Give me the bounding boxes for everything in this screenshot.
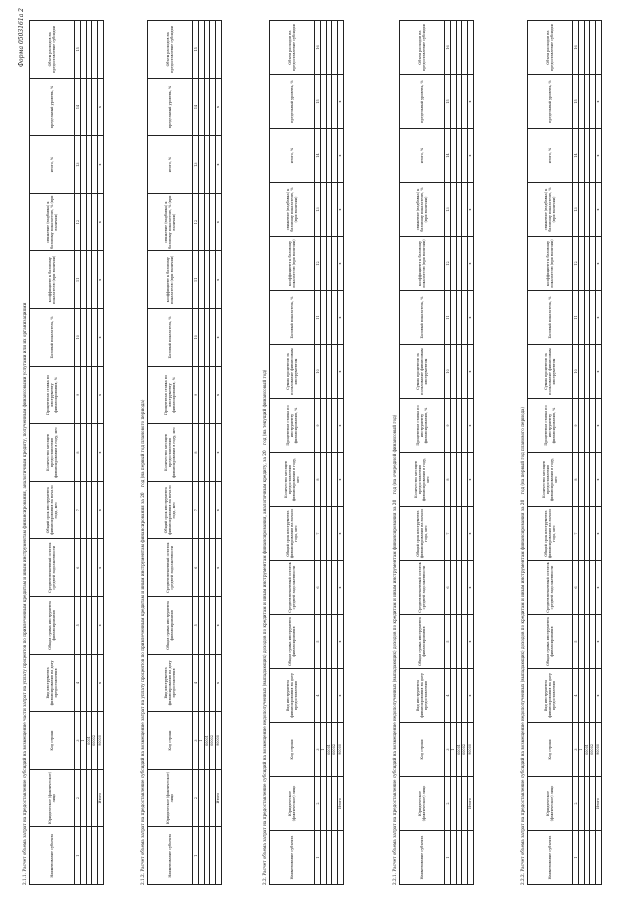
header-row bbox=[528, 21, 573, 885]
column-number: 1 bbox=[75, 827, 81, 885]
total-cell bbox=[97, 827, 103, 885]
total-cell bbox=[215, 21, 221, 79]
total-cell: х bbox=[595, 345, 601, 399]
column-number: 14 bbox=[75, 78, 81, 136]
total-cell: х bbox=[467, 345, 473, 399]
column-header: Процентная ставка по инструменту финансирования, % bbox=[528, 399, 573, 453]
column-number: 2 bbox=[445, 777, 451, 831]
total-cell bbox=[215, 827, 221, 885]
column-number: 11 bbox=[193, 251, 199, 309]
table-cell[interactable]: 00002 bbox=[210, 712, 216, 770]
column-number: 9 bbox=[573, 399, 579, 453]
column-number: 12 bbox=[75, 193, 81, 251]
column-number: 7 bbox=[193, 481, 199, 539]
column-header: Средневзвешенный остаток средней задолженности bbox=[270, 561, 315, 615]
total-cell: х bbox=[97, 424, 103, 482]
section-3 bbox=[262, 20, 344, 885]
column-header: Общая сумма инструмента финансирования bbox=[528, 615, 573, 669]
column-header: итого, % bbox=[528, 129, 573, 183]
total-cell: Итого bbox=[595, 777, 601, 831]
total-row bbox=[337, 21, 343, 885]
total-cell: х bbox=[337, 129, 343, 183]
calc-table bbox=[527, 20, 602, 885]
total-cell: 90000 bbox=[215, 712, 221, 770]
column-number: 10 bbox=[75, 309, 81, 367]
table-cell[interactable]: 00002 bbox=[590, 723, 596, 777]
table-cell[interactable]: 00002 bbox=[462, 723, 468, 777]
column-number: 15 bbox=[315, 75, 321, 129]
total-cell: х bbox=[595, 615, 601, 669]
column-header: Средневзвешенный остаток средней задолженности bbox=[400, 561, 445, 615]
total-cell bbox=[467, 21, 473, 75]
column-number: 8 bbox=[573, 453, 579, 507]
table-cell[interactable]: 0001 bbox=[86, 712, 92, 770]
total-cell: х bbox=[215, 366, 221, 424]
total-cell: х bbox=[337, 183, 343, 237]
column-number: 1 bbox=[445, 831, 451, 885]
table-cell[interactable]: 1 bbox=[81, 712, 87, 770]
column-number: 12 bbox=[193, 193, 199, 251]
column-header: итого, % bbox=[400, 129, 445, 183]
calc-table bbox=[269, 20, 344, 885]
total-row bbox=[595, 21, 601, 885]
column-number: 14 bbox=[445, 129, 451, 183]
column-number: 6 bbox=[315, 561, 321, 615]
total-cell: х bbox=[595, 129, 601, 183]
column-number: 13 bbox=[315, 183, 321, 237]
total-cell: х bbox=[215, 78, 221, 136]
header-row bbox=[30, 21, 75, 885]
column-header: Количество месяцев предоставления финансирования в году, мес bbox=[528, 453, 573, 507]
section-title: 2.2.1. Расчет объема затрат на предоставление субсидий на возмещение недополученных (выпадающих) доходов по кредитам и иным инструментам финансирования за 20__ год (на очередной финансовый год) bbox=[392, 414, 397, 885]
total-cell: х bbox=[467, 129, 473, 183]
total-cell: х bbox=[215, 539, 221, 597]
column-number: 16 bbox=[445, 21, 451, 75]
total-cell bbox=[595, 21, 601, 75]
total-cell bbox=[467, 831, 473, 885]
total-cell: Итого bbox=[97, 769, 103, 827]
column-number: 16 bbox=[573, 21, 579, 75]
column-number: 7 bbox=[315, 507, 321, 561]
column-number: 15 bbox=[445, 75, 451, 129]
column-number: 9 bbox=[445, 399, 451, 453]
column-header: Сумма процентов за пользование финансовым инструментом bbox=[270, 345, 315, 399]
column-header: Средневзвешенный остаток средней задолженности bbox=[148, 539, 193, 597]
column-number: 5 bbox=[75, 597, 81, 655]
column-number: 11 bbox=[573, 291, 579, 345]
total-cell: х bbox=[467, 669, 473, 723]
column-number: 15 bbox=[75, 21, 81, 79]
total-cell: х bbox=[337, 507, 343, 561]
column-header: Средневзвешенный остаток средней задолженности bbox=[30, 539, 75, 597]
column-number: 13 bbox=[573, 183, 579, 237]
column-number: 13 bbox=[445, 183, 451, 237]
column-header: Общий срок инструмента финансирования на начало года, мес bbox=[400, 507, 445, 561]
column-number: 6 bbox=[75, 539, 81, 597]
column-number: 5 bbox=[193, 597, 199, 655]
total-row bbox=[215, 21, 221, 885]
column-number: 3 bbox=[445, 723, 451, 777]
column-number: 15 bbox=[193, 21, 199, 79]
column-number: 9 bbox=[315, 399, 321, 453]
column-header: Код строки bbox=[270, 723, 315, 777]
total-cell: х bbox=[467, 615, 473, 669]
column-number: 3 bbox=[75, 712, 81, 770]
column-header: Количество месяцев предоставления финансирования в году, мес bbox=[30, 424, 75, 482]
section-2 bbox=[140, 20, 222, 885]
column-number: 2 bbox=[75, 769, 81, 827]
column-header: коэффициент к базовому показателю (при наличии) bbox=[528, 237, 573, 291]
column-header: Общая сумма инструмента финансирования bbox=[400, 615, 445, 669]
column-number: 10 bbox=[445, 345, 451, 399]
total-cell: х bbox=[97, 251, 103, 309]
total-cell bbox=[337, 21, 343, 75]
section-5 bbox=[520, 20, 602, 885]
column-header: Сумма процентов за пользование финансовым инструментом bbox=[528, 345, 573, 399]
total-cell: 90000 bbox=[467, 723, 473, 777]
total-cell: х bbox=[215, 424, 221, 482]
column-number: 3 bbox=[573, 723, 579, 777]
total-cell: х bbox=[595, 507, 601, 561]
table-cell[interactable]: 1 bbox=[579, 723, 585, 777]
column-header: Наименование субъекта bbox=[400, 831, 445, 885]
column-number: 13 bbox=[193, 136, 199, 194]
total-cell: х bbox=[467, 237, 473, 291]
column-number: 4 bbox=[573, 669, 579, 723]
column-header: предельный уровень, % bbox=[400, 75, 445, 129]
total-cell: х bbox=[97, 78, 103, 136]
table-cell[interactable]: 1 bbox=[321, 723, 327, 777]
total-cell: х bbox=[337, 399, 343, 453]
total-cell: х bbox=[337, 615, 343, 669]
total-cell: х bbox=[215, 654, 221, 712]
column-number: 16 bbox=[315, 21, 321, 75]
total-cell: х bbox=[467, 507, 473, 561]
column-header: Объем расходов на предоставление субсидии bbox=[148, 21, 193, 79]
total-cell: х bbox=[97, 136, 103, 194]
column-number: 11 bbox=[315, 291, 321, 345]
column-number: 14 bbox=[193, 78, 199, 136]
table-cell[interactable]: 00001 bbox=[584, 723, 590, 777]
total-cell: Итого bbox=[337, 777, 343, 831]
column-number: 12 bbox=[315, 237, 321, 291]
column-number: 6 bbox=[445, 561, 451, 615]
column-header: Базовый показатель, % bbox=[30, 309, 75, 367]
column-number: 8 bbox=[315, 453, 321, 507]
column-header: Юридическое (фактическое) лицо bbox=[528, 777, 573, 831]
total-cell: х bbox=[97, 481, 103, 539]
column-header: Объем расходов на предоставление субсидии bbox=[528, 21, 573, 75]
table-cell[interactable]: 00002 bbox=[332, 723, 338, 777]
column-header: Количество месяцев предоставления финансирования в году, мес bbox=[270, 453, 315, 507]
column-header: Вид инструмента финансирования на дату предоставления bbox=[400, 669, 445, 723]
column-header: Вид инструмента финансирования на дату предоставления bbox=[30, 654, 75, 712]
total-cell: х bbox=[337, 291, 343, 345]
column-header: Вид инструмента финансирования на дату предоставления bbox=[270, 669, 315, 723]
total-cell: х bbox=[97, 539, 103, 597]
column-number: 4 bbox=[75, 654, 81, 712]
total-cell: х bbox=[97, 654, 103, 712]
calc-table bbox=[29, 20, 104, 885]
column-number: 10 bbox=[573, 345, 579, 399]
total-cell: х bbox=[97, 193, 103, 251]
table-cell[interactable]: 00001 bbox=[204, 712, 210, 770]
header-row bbox=[400, 21, 445, 885]
column-header: Базовый показатель, % bbox=[148, 309, 193, 367]
column-number: 7 bbox=[445, 507, 451, 561]
form-reference: Форма 0503161а 2 bbox=[18, 8, 25, 67]
total-cell: х bbox=[337, 237, 343, 291]
column-header: Базовый показатель, % bbox=[400, 291, 445, 345]
column-number: 9 bbox=[75, 366, 81, 424]
table-cell[interactable]: 00001 bbox=[456, 723, 462, 777]
total-cell: х bbox=[595, 237, 601, 291]
total-cell: 90000 bbox=[337, 723, 343, 777]
column-header: Код строки bbox=[400, 723, 445, 777]
column-header: Код строки bbox=[148, 712, 193, 770]
total-cell: х bbox=[215, 481, 221, 539]
column-header: Процентная ставка по инструменту финансирования, % bbox=[30, 366, 75, 424]
column-header: Наименование субъекта bbox=[528, 831, 573, 885]
total-cell: х bbox=[467, 453, 473, 507]
column-number: 11 bbox=[75, 251, 81, 309]
column-number: 7 bbox=[573, 507, 579, 561]
column-number: 2 bbox=[573, 777, 579, 831]
total-cell: х bbox=[215, 136, 221, 194]
column-number: 2 bbox=[193, 769, 199, 827]
total-cell: х bbox=[337, 453, 343, 507]
total-cell: х bbox=[595, 183, 601, 237]
column-number: 8 bbox=[75, 424, 81, 482]
header-row bbox=[148, 21, 193, 885]
total-cell: х bbox=[215, 309, 221, 367]
total-cell: 90000 bbox=[97, 712, 103, 770]
section-title: 2.1.2. Расчет объема затрат на предоставление субсидий на возмещение затрат на уплату процентов по привлеченным кредитам и иным инструментам финансирования за 20__ год (на первый год планового периода) bbox=[140, 399, 145, 885]
column-header: Юридическое (фактическое) лицо bbox=[400, 777, 445, 831]
column-header: Юридическое (фактическое) лицо bbox=[30, 769, 75, 827]
column-header: коэффициент к базовому показателю (при наличии) bbox=[148, 251, 193, 309]
total-cell: х bbox=[215, 193, 221, 251]
column-header: снижение (надбавка) к базовому показателю, % (при наличии) bbox=[400, 183, 445, 237]
column-header: Общий срок инструмента финансирования на начало года, мес bbox=[148, 481, 193, 539]
column-number: 6 bbox=[193, 539, 199, 597]
total-row bbox=[467, 21, 473, 885]
column-header: итого, % bbox=[270, 129, 315, 183]
column-number: 14 bbox=[315, 129, 321, 183]
column-number: 5 bbox=[315, 615, 321, 669]
total-cell: х bbox=[337, 75, 343, 129]
column-header: Процентная ставка по инструменту финансирования, % bbox=[400, 399, 445, 453]
column-number: 14 bbox=[573, 129, 579, 183]
table-cell[interactable]: 00002 bbox=[92, 712, 98, 770]
total-cell: х bbox=[595, 291, 601, 345]
total-cell: х bbox=[337, 561, 343, 615]
column-header: снижение (надбавка) к базовому показателю, % (при наличии) bbox=[148, 193, 193, 251]
section-4 bbox=[392, 20, 474, 885]
column-header: Процентная ставка по инструменту финансирования, % bbox=[148, 366, 193, 424]
column-number: 4 bbox=[445, 669, 451, 723]
total-cell: х bbox=[97, 366, 103, 424]
column-header: предельный уровень, % bbox=[528, 75, 573, 129]
column-number: 1 bbox=[193, 827, 199, 885]
column-number: 9 bbox=[193, 366, 199, 424]
column-header: Наименование субъекта bbox=[148, 827, 193, 885]
column-header: Общий срок инструмента финансирования на начало года, мес bbox=[270, 507, 315, 561]
total-cell: х bbox=[467, 399, 473, 453]
column-header: итого, % bbox=[148, 136, 193, 194]
column-number: 6 bbox=[573, 561, 579, 615]
section-title: 2.1.1. Расчет объема затрат на предоставление субсидий на возмещение части затрат на уплату процентов по привлеченным кредитам и иным инструментам финансирования, аналогичным кредиту, полученным финансовыми услугами или их организациями bbox=[22, 302, 27, 885]
total-cell: Итого bbox=[215, 769, 221, 827]
total-row bbox=[97, 21, 103, 885]
column-header: Средневзвешенный остаток средней задолженности bbox=[528, 561, 573, 615]
column-number: 3 bbox=[315, 723, 321, 777]
table-cell[interactable]: 00001 bbox=[326, 723, 332, 777]
column-number: 4 bbox=[193, 654, 199, 712]
column-header: Общая сумма инструмента финансирования bbox=[30, 597, 75, 655]
column-number: 11 bbox=[445, 291, 451, 345]
column-header: Юридическое (фактическое) лицо bbox=[270, 777, 315, 831]
column-header: предельный уровень, % bbox=[148, 78, 193, 136]
total-cell: х bbox=[215, 251, 221, 309]
total-cell: х bbox=[215, 597, 221, 655]
column-header: Количество месяцев предоставления финансирования в году, мес bbox=[148, 424, 193, 482]
column-number: 12 bbox=[445, 237, 451, 291]
column-number: 12 bbox=[573, 237, 579, 291]
total-cell bbox=[337, 831, 343, 885]
column-number: 10 bbox=[315, 345, 321, 399]
column-header: снижение (надбавка) к базовому показателю, % (при наличии) bbox=[528, 183, 573, 237]
column-number: 1 bbox=[315, 831, 321, 885]
column-header: Код строки bbox=[30, 712, 75, 770]
total-cell: х bbox=[337, 669, 343, 723]
column-number: 2 bbox=[315, 777, 321, 831]
column-number: 13 bbox=[75, 136, 81, 194]
section-title: 2.2.2. Расчет объема затрат на предоставление субсидий на возмещение недополученных (выпадающих) доходов по кредитам и иным инструментам финансирования за 20__ год (на первый год планового периода) bbox=[520, 406, 525, 885]
header-row bbox=[270, 21, 315, 885]
total-cell: 90000 bbox=[595, 723, 601, 777]
column-header: коэффициент к базовому показателю (при наличии) bbox=[270, 237, 315, 291]
table-cell[interactable]: 1 bbox=[451, 723, 457, 777]
column-header: Сумма процентов за пользование финансовым инструментом bbox=[400, 345, 445, 399]
column-header: Базовый показатель, % bbox=[528, 291, 573, 345]
total-cell bbox=[595, 831, 601, 885]
section-title: 2.2. Расчет объема затрат на предоставление субсидий на возмещение недополученных (выпадающих) доходов по кредитам и иным инструментам финансирования, аналогичным кредиту, за 20__ год (на текущий финансовый год) bbox=[262, 369, 267, 885]
column-header: Процентная ставка по инструменту финансирования, % bbox=[270, 399, 315, 453]
column-header: итого, % bbox=[30, 136, 75, 194]
total-cell: х bbox=[467, 561, 473, 615]
total-cell: х bbox=[467, 291, 473, 345]
column-header: предельный уровень, % bbox=[30, 78, 75, 136]
column-header: Базовый показатель, % bbox=[270, 291, 315, 345]
column-number: 7 bbox=[75, 481, 81, 539]
column-header: коэффициент к базовому показателю (при наличии) bbox=[30, 251, 75, 309]
column-header: Наименование субъекта bbox=[30, 827, 75, 885]
column-header: Общий срок инструмента финансирования на начало года, мес bbox=[30, 481, 75, 539]
column-header: Вид инструмента финансирования на дату предоставления bbox=[148, 654, 193, 712]
calc-table bbox=[147, 20, 222, 885]
section-1 bbox=[22, 20, 104, 885]
column-number: 8 bbox=[445, 453, 451, 507]
total-cell: х bbox=[467, 183, 473, 237]
calc-table bbox=[399, 20, 474, 885]
total-cell: х bbox=[467, 75, 473, 129]
column-header: Вид инструмента финансирования на дату предоставления bbox=[528, 669, 573, 723]
column-number: 5 bbox=[573, 615, 579, 669]
total-cell: х bbox=[595, 669, 601, 723]
column-header: Общая сумма инструмента финансирования bbox=[148, 597, 193, 655]
column-header: Наименование субъекта bbox=[270, 831, 315, 885]
column-header: коэффициент к базовому показателю (при наличии) bbox=[400, 237, 445, 291]
column-header: Количество месяцев предоставления финансирования в году, мес bbox=[400, 453, 445, 507]
column-header: Общая сумма инструмента финансирования bbox=[270, 615, 315, 669]
column-number: 10 bbox=[193, 309, 199, 367]
total-cell: х bbox=[97, 309, 103, 367]
total-cell: Итого bbox=[467, 777, 473, 831]
column-header: Объем расходов на предоставление субсидии bbox=[400, 21, 445, 75]
column-header: Общий срок инструмента финансирования на начало года, мес bbox=[528, 507, 573, 561]
total-cell bbox=[97, 21, 103, 79]
column-header: предельный уровень, % bbox=[270, 75, 315, 129]
total-cell: х bbox=[337, 345, 343, 399]
column-number: 1 bbox=[573, 831, 579, 885]
column-number: 3 bbox=[193, 712, 199, 770]
total-cell: х bbox=[595, 453, 601, 507]
total-cell: х bbox=[595, 75, 601, 129]
column-number: 15 bbox=[573, 75, 579, 129]
column-number: 8 bbox=[193, 424, 199, 482]
table-cell[interactable]: 1 bbox=[199, 712, 205, 770]
column-header: снижение (надбавка) к базовому показателю, % (при наличии) bbox=[270, 183, 315, 237]
column-header: Объем расходов на предоставление субсидии bbox=[30, 21, 75, 79]
column-header: Код строки bbox=[528, 723, 573, 777]
column-header: снижение (надбавка) к базовому показателю, % (при наличии) bbox=[30, 193, 75, 251]
total-cell: х bbox=[97, 597, 103, 655]
column-number: 5 bbox=[445, 615, 451, 669]
column-header: Объем расходов на предоставление субсидии bbox=[270, 21, 315, 75]
column-number: 4 bbox=[315, 669, 321, 723]
total-cell: х bbox=[595, 561, 601, 615]
total-cell: х bbox=[595, 399, 601, 453]
column-header: Юридическое (фактическое) лицо bbox=[148, 769, 193, 827]
